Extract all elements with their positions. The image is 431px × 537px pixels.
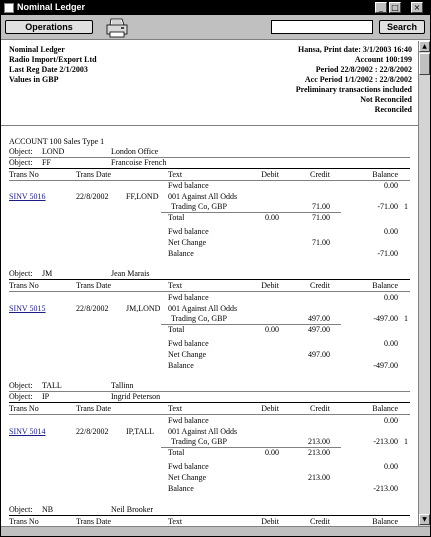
trans-text: 001 Against All Odds: [168, 192, 238, 201]
col-trans-no: Trans No: [9, 170, 39, 179]
trans-flag: 1: [404, 437, 408, 446]
trans-balance: -71.00: [377, 202, 398, 211]
reconciled-note: Reconciled: [374, 105, 412, 114]
account-range: Account 100:199: [354, 55, 412, 64]
divider: [9, 291, 410, 292]
net-change-value: 71.00: [312, 238, 330, 247]
net-change-value: 497.00: [308, 350, 330, 359]
col-debit: Debit: [261, 170, 279, 179]
total-credit: 497.00: [308, 325, 330, 334]
trans-date: 22/8/2002: [76, 304, 109, 313]
period: Period 22/8/2002 : 22/8/2002: [315, 65, 412, 74]
trans-date: 22/8/2002: [76, 427, 109, 436]
trans-balance: -213.00: [373, 437, 398, 446]
printer-icon[interactable]: [105, 18, 129, 38]
trans-text-2: Trading Co, GBP: [171, 202, 227, 211]
total-debit: 0.00: [265, 213, 279, 222]
object-code: JM: [42, 269, 53, 278]
scroll-down-icon[interactable]: ▼: [419, 514, 430, 525]
object-label: Object:: [9, 392, 33, 401]
balance-value: -213.00: [373, 484, 398, 493]
object-label: Object:: [9, 505, 33, 514]
close-icon[interactable]: ×: [411, 2, 423, 13]
net-change-label: Net Change: [168, 350, 206, 359]
search-input[interactable]: [271, 20, 373, 34]
col-balance: Balance: [372, 404, 398, 413]
search-button[interactable]: Search: [379, 20, 425, 34]
report-header-right: [296, 45, 412, 115]
fwd-balance-value: 0.00: [384, 462, 398, 471]
object-name: Neil Brooker: [111, 505, 153, 514]
trans-credit: 213.00: [308, 437, 330, 446]
net-change-value: 213.00: [308, 473, 330, 482]
balance-value: -497.00: [373, 361, 398, 370]
net-change-label: Net Change: [168, 238, 206, 247]
window-bottom-edge: [1, 526, 430, 536]
trans-no-link[interactable]: SINV 5014: [9, 427, 46, 436]
app-icon: [4, 3, 14, 13]
trans-text-2: Trading Co, GBP: [171, 314, 227, 323]
object-code: LOND: [42, 147, 65, 156]
col-trans-date: Trans Date: [76, 404, 112, 413]
fwd-balance-label: Fwd balance: [168, 416, 209, 425]
divider: [9, 402, 410, 403]
col-balance: Balance: [372, 170, 398, 179]
object-name: Jean Marais: [111, 269, 150, 278]
fwd-balance-value: 0.00: [384, 181, 398, 190]
divider: [9, 391, 410, 392]
col-credit: Credit: [310, 281, 330, 290]
balance-label: Balance: [168, 361, 194, 370]
object-code: FF: [42, 158, 51, 167]
trans-objects: FF,LOND: [126, 192, 159, 201]
col-credit: Credit: [310, 404, 330, 413]
object-label: Object:: [9, 147, 33, 156]
col-text: Text: [168, 404, 183, 413]
company-name: Radio Import/Export Ltd: [9, 55, 97, 64]
currency-note: Values in GBP: [9, 75, 59, 84]
col-trans-no: Trans No: [9, 517, 39, 526]
col-text: Text: [168, 281, 183, 290]
fwd-balance-value: 0.00: [384, 293, 398, 302]
maximize-icon[interactable]: □: [389, 2, 401, 13]
total-label: Total: [168, 213, 185, 222]
object-code: NB: [42, 505, 54, 514]
trans-no-link[interactable]: SINV 5015: [9, 304, 46, 313]
report-header-left: [9, 45, 97, 85]
total-label: Total: [168, 325, 185, 334]
fwd-balance-label: Fwd balance: [168, 462, 209, 471]
trans-credit: 497.00: [308, 314, 330, 323]
object-label: Object:: [9, 269, 33, 278]
total-label: Total: [168, 448, 185, 457]
window-title: Nominal Ledger: [17, 2, 86, 12]
col-trans-date: Trans Date: [76, 170, 112, 179]
col-debit: Debit: [261, 281, 279, 290]
col-debit: Debit: [261, 517, 279, 526]
divider: [9, 515, 410, 516]
report-title: Nominal Ledger: [9, 45, 65, 54]
header-divider: [1, 125, 418, 126]
print-date: Hansa, Print date: 3/1/2003 16:40: [298, 45, 412, 54]
object-name: Tallinn: [111, 381, 134, 390]
balance-label: Balance: [168, 249, 194, 258]
balance-value: -71.00: [377, 249, 398, 258]
col-credit: Credit: [310, 170, 330, 179]
trans-text-2: Trading Co, GBP: [171, 437, 227, 446]
total-debit: 0.00: [265, 325, 279, 334]
toolbar: [1, 15, 430, 40]
balance-label: Balance: [168, 484, 194, 493]
acc-period: Acc Period 1/1/2002 : 22/8/2002: [304, 75, 412, 84]
col-trans-no: Trans No: [9, 404, 39, 413]
divider: [9, 414, 410, 415]
preliminary-note: Preliminary transactions included: [295, 85, 412, 94]
object-name: Francoise French: [111, 158, 167, 167]
object-label: Object:: [9, 158, 33, 167]
scroll-up-icon[interactable]: ▲: [419, 41, 430, 52]
vertical-scrollbar[interactable]: [418, 41, 430, 526]
fwd-balance-label: Fwd balance: [168, 181, 209, 190]
object-name: Ingrid Peterson: [111, 392, 161, 401]
col-balance: Balance: [372, 281, 398, 290]
trans-credit: 71.00: [312, 202, 330, 211]
trans-balance: -497.00: [373, 314, 398, 323]
fwd-balance-value: 0.00: [384, 416, 398, 425]
fwd-balance-value: 0.00: [384, 227, 398, 236]
col-trans-no: Trans No: [9, 281, 39, 290]
col-trans-date: Trans Date: [76, 517, 112, 526]
total-credit: 213.00: [308, 448, 330, 457]
trans-flag: 1: [404, 314, 408, 323]
operations-button[interactable]: Operations: [5, 20, 93, 34]
object-name: London Office: [111, 147, 159, 156]
total-credit: 71.00: [312, 213, 330, 222]
trans-objects: IP,TALL: [126, 427, 155, 436]
trans-text: 001 Against All Odds: [168, 427, 238, 436]
divider: [9, 168, 410, 169]
col-text: Text: [168, 517, 183, 526]
report-area: [1, 41, 418, 526]
total-debit: 0.00: [265, 448, 279, 457]
fwd-balance-label: Fwd balance: [168, 293, 209, 302]
col-trans-date: Trans Date: [76, 281, 112, 290]
fwd-balance-label: Fwd balance: [168, 227, 209, 236]
col-balance: Balance: [372, 517, 398, 526]
minimize-icon[interactable]: _: [375, 2, 387, 13]
not-reconciled-note: Not Reconciled: [360, 95, 412, 104]
object-code: IP: [42, 392, 50, 401]
divider: [9, 279, 410, 280]
last-reg-date: Last Reg Date 2/1/2003: [9, 65, 88, 74]
account-line: ACCOUNT 100 Sales Type 1: [9, 137, 105, 146]
trans-objects: JM,LOND: [126, 304, 161, 313]
trans-text: 001 Against All Odds: [168, 304, 238, 313]
col-credit: Credit: [310, 517, 330, 526]
trans-no-link[interactable]: SINV 5016: [9, 192, 46, 201]
object-code: TALL: [42, 381, 62, 390]
fwd-balance-value: 0.00: [384, 339, 398, 348]
col-debit: Debit: [261, 404, 279, 413]
net-change-label: Net Change: [168, 473, 206, 482]
trans-flag: 1: [404, 202, 408, 211]
col-text: Text: [168, 170, 183, 179]
divider: [9, 157, 410, 158]
object-label: Object:: [9, 381, 33, 390]
trans-date: 22/8/2002: [76, 192, 109, 201]
scroll-thumb[interactable]: [419, 53, 430, 75]
fwd-balance-label: Fwd balance: [168, 339, 209, 348]
title-bar[interactable]: [1, 1, 430, 15]
